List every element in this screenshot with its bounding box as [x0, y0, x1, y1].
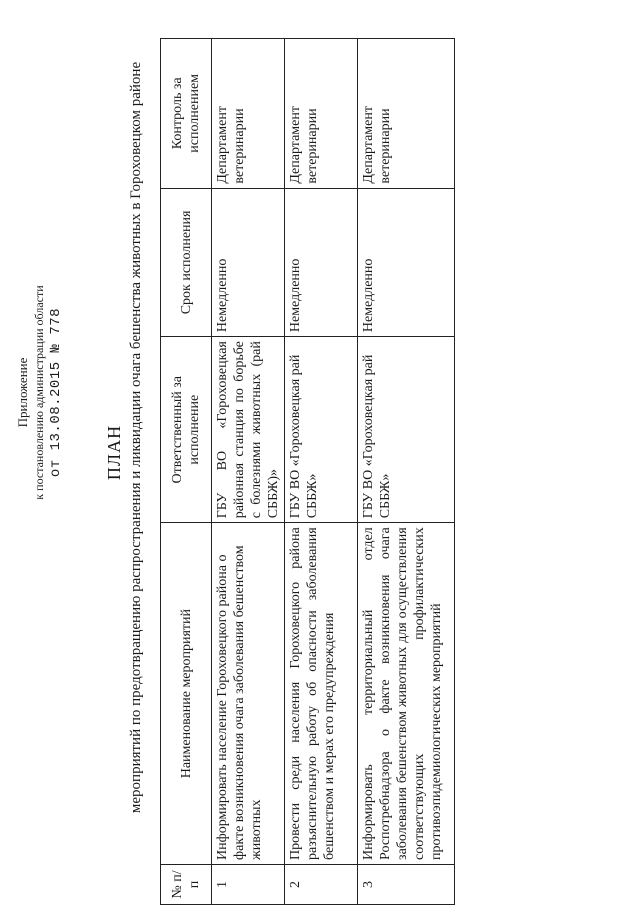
row-num: 1 — [212, 864, 285, 904]
row-name: Информировать население Гороховецкого района о факте возникновения очага заболевания бешенством животных — [212, 523, 285, 865]
row-term: Немедленно — [358, 188, 455, 336]
table-row — [285, 39, 358, 905]
row-control: Департамент ветеринарии — [212, 39, 285, 189]
annex-title: Приложение — [15, 357, 30, 428]
header-responsible: Ответственный за исполнение — [161, 337, 212, 523]
plan-subtitle: мероприятий по предотвращению распространения и ликвидации очага бешенства животных в Гороховецком районе — [128, 61, 144, 814]
table-row — [358, 39, 455, 905]
row-num: 2 — [285, 864, 358, 904]
annex-header — [14, 0, 65, 905]
table-header-row — [161, 39, 212, 905]
plan-title-block — [102, 0, 146, 905]
header-control: Контроль за исполнением — [161, 39, 212, 189]
row-responsible: ГБУ ВО «Гороховецкая рай СББЖ» — [358, 337, 455, 523]
header-num: № п/п — [161, 864, 212, 904]
plan-table — [160, 38, 455, 905]
plan-title: ПЛАН — [104, 424, 124, 481]
row-name: Информировать территориальный отдел Роспотребнадзора о факте возникновения очага заболевания бешенством животных для осуществления соответствующих профилактических противоэпидемиологических мероприятий — [358, 523, 455, 865]
row-control: Департамент ветеринарии — [358, 39, 455, 189]
row-responsible: ГБУ ВО «Гороховецкая районная станция по борьбе с болезнями животных (рай СББЖ)» — [212, 337, 285, 523]
annex-resolution: к постановлению администрации области — [32, 285, 46, 500]
table-row — [212, 39, 285, 905]
row-control: Департамент ветеринарии — [285, 39, 358, 189]
row-term: Немедленно — [212, 188, 285, 336]
row-term: Немедленно — [285, 188, 358, 336]
annex-date-number: от 13.08.2015 № 778 — [48, 307, 64, 478]
row-num: 3 — [358, 864, 455, 904]
row-responsible: ГБУ ВО «Гороховецкая рай СББЖ» — [285, 337, 358, 523]
row-name: Провести среди населения Гороховецкого района разъяснительную работу об опасности заболевания бешенством и мерах его предупреждения — [285, 523, 358, 865]
header-term: Срок исполнения — [161, 188, 212, 336]
header-name: Наименование мероприятий — [161, 523, 212, 865]
